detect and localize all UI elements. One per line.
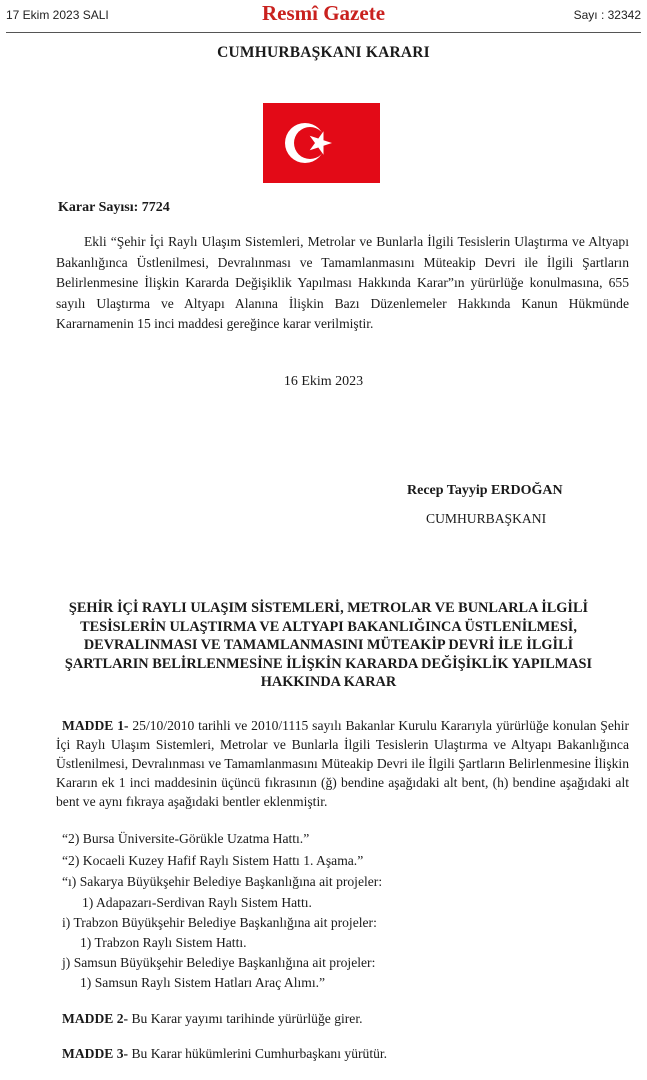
quoted-line: “2) Kocaeli Kuzey Hafif Raylı Sistem Hattı 1. Aşama.” bbox=[62, 853, 364, 868]
signatory-name: Recep Tayyip ERDOĞAN bbox=[407, 483, 563, 498]
article-3-text: Bu Karar hükümlerini Cumhurbaşkanı yürütür. bbox=[128, 1046, 388, 1061]
article-1-label: MADDE 1- bbox=[62, 718, 129, 733]
article-2 bbox=[62, 1011, 363, 1027]
annex-title-line: HAKKINDA KARAR bbox=[260, 674, 397, 690]
article-2-label: MADDE 2- bbox=[62, 1011, 129, 1026]
quoted-line: 1) Samsun Raylı Sistem Hatları Araç Alımı.” bbox=[80, 975, 326, 990]
quoted-line: i) Trabzon Büyükşehir Belediye Başkanlığına ait projeler: bbox=[62, 915, 377, 930]
quoted-line: “2) Bursa Üniversite-Görükle Uzatma Hattı.” bbox=[62, 831, 310, 846]
turkish-flag-icon bbox=[263, 103, 380, 183]
article-3-label: MADDE 3- bbox=[62, 1046, 129, 1061]
annex-title-line: TESİSLERİN ULAŞTIRMA VE ALTYAPI BAKANLIĞINCA ÜSTLENİLMESİ, bbox=[80, 618, 577, 635]
issue-number: Sayı : 32342 bbox=[573, 8, 641, 22]
gazette-name: Resmî Gazete bbox=[261, 1, 386, 25]
quoted-line: j) Samsun Büyükşehir Belediye Başkanlığına ait projeler: bbox=[62, 955, 376, 970]
article-2-text: Bu Karar yayımı tarihinde yürürlüğe girer. bbox=[128, 1011, 363, 1026]
annex-title-line: DEVRALINMASI VE TAMAMLANMASINI MÜTEAKİP DEVRİ İLE İLGİLİ bbox=[83, 637, 574, 653]
article-1-text: 25/10/2010 tarihli ve 2010/1115 sayılı Bakanlar Kurulu Kararıyla yürürlüğe konulan Şehir İçi Raylı Ulaşım Sistemleri, Metrolar ve Bunlarla İlgili Tesislerin Ulaştırma ve Altyapı Bakanlığınca Üstlenilmesi, Devralınması ve Tamamlanmasını Müteakip Devri ile İlgili Şartların Belirlenmesine İlişkin Kararın ek 1 inci maddesinin üçüncü fıkrasının (ğ) bendine aşağıdaki alt bent, (h) bendine aşağıdaki alt bent ve aynı fıkraya aşağıdaki bentler eklenmiştir. bbox=[56, 718, 629, 809]
annex-title-line: ŞARTLARIN BELİRLENMESİNE İLİŞKİN KARARDA DEĞİŞİKLİK YAPILMASI bbox=[64, 655, 593, 672]
intro-paragraph: Ekli “Şehir İçi Raylı Ulaşım Sistemleri, Metrolar ve Bunlarla İlgili Tesislerin Ulaştırma ve Altyapı Bakanlığınca Üstlenilmesi, Devralınması ve Tamamlanmasını Müteakip Devri ile İlgili Şartların Belirlenmesine İlişkin Kararda Değişiklik Yapılması Hakkında Karar”ın yürürlüğe konulmasına, 655 sayılı Ulaştırma ve Altyapı Alanına İlişkin Bazı Düzenlemeler Hakkında Kanun Hükmünde Kararnamenin 15 inci maddesi gereğince karar verilmiştir. bbox=[56, 234, 629, 331]
quoted-line: 1) Trabzon Raylı Sistem Hattı. bbox=[80, 935, 247, 950]
gazette-header bbox=[6, 0, 641, 33]
quoted-line: 1) Adapazarı-Serdivan Raylı Sistem Hattı. bbox=[82, 895, 312, 910]
annex-title-line: ŞEHİR İÇİ RAYLI ULAŞIM SİSTEMLERİ, METROLAR VE BUNLARLA İLGİLİ bbox=[68, 600, 589, 616]
article-3 bbox=[62, 1046, 387, 1062]
quoted-line: “ı) Sakarya Büyükşehir Belediye Başkanlığına ait projeler: bbox=[62, 874, 383, 889]
decision-date: 16 Ekim 2023 bbox=[283, 374, 364, 389]
decision-number: Karar Sayısı: 7724 bbox=[58, 200, 170, 215]
signatory-title: CUMHURBAŞKANI bbox=[426, 511, 547, 526]
annex-title bbox=[40, 599, 617, 692]
article-1 bbox=[56, 716, 629, 811]
header-date: 17 Ekim 2023 SALI bbox=[6, 8, 109, 22]
decree-title: CUMHURBAŞKANI KARARI bbox=[217, 44, 430, 61]
